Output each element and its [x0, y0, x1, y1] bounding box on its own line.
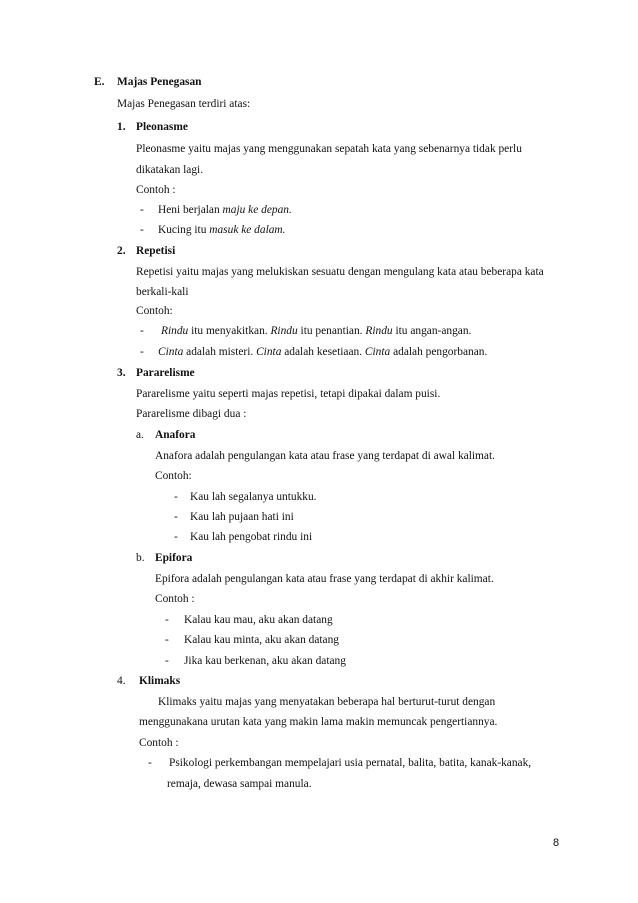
example-line: Kucing itu masuk ke dalam.: [158, 224, 286, 236]
item-title-klimaks: Klimaks: [139, 675, 181, 687]
example-line: Kau lah segalanya untukku.: [190, 491, 317, 503]
contoh-label: Contoh:: [136, 305, 173, 317]
bullet-dash: -: [140, 224, 144, 236]
bullet-dash: -: [140, 325, 144, 337]
bullet-dash: -: [174, 531, 178, 543]
example-line: Kalau kau minta, aku akan datang: [184, 634, 339, 646]
contoh-label: Contoh :: [136, 184, 176, 196]
sub-desc: Epifora adalah pengulangan kata atau frase yang terdapat di akhir kalimat.: [155, 573, 494, 585]
item-desc-line: Pararelisme yaitu seperti majas repetisi, tetapi dipakai dalam puisi.: [136, 388, 441, 400]
bullet-dash: -: [140, 204, 144, 216]
example-line: Cinta adalah misteri. Cinta adalah kesetiaan. Cinta adalah pengorbanan.: [158, 346, 488, 358]
item-desc-line: Klimaks yaitu majas yang menyatakan beberapa hal berturut-turut dengan: [158, 696, 496, 708]
page-number: 8: [553, 837, 560, 849]
example-line: Psikologi perkembangan mempelajari usia pernatal, balita, batita, kanak-kanak,: [169, 757, 532, 769]
section-title: Majas Penegasan: [117, 76, 202, 88]
section-marker: E.: [94, 76, 105, 88]
item-number: 2.: [117, 245, 126, 257]
example-line: Kau lah pengobat rindu ini: [190, 531, 313, 543]
item-desc-line: menggunakana urutan kata yang makin lama makin memuncak pengertiannya.: [139, 716, 498, 728]
item-desc-line: Pleonasme yaitu majas yang menggunakan sepatah kata yang sebenarnya tidak perlu: [136, 143, 522, 155]
example-line: Jika kau berkenan, aku akan datang: [184, 655, 346, 667]
sub-letter: b.: [136, 552, 145, 564]
bullet-dash: -: [174, 511, 178, 523]
example-line: remaja, dewasa sampai manula.: [167, 778, 312, 790]
contoh-label: Contoh:: [155, 470, 192, 482]
sub-title-anafora: Anafora: [155, 429, 196, 441]
bullet-dash: -: [140, 346, 144, 358]
example-line: Kalau kau mau, aku akan datang: [184, 614, 333, 626]
item-desc-line: Repetisi yaitu majas yang melukiskan sesuatu dengan mengulang kata atau beberapa kata: [136, 266, 544, 278]
item-title-pararelisme: Pararelisme: [136, 367, 195, 379]
sub-title-epifora: Epifora: [155, 552, 193, 564]
contoh-label: Contoh :: [155, 593, 195, 605]
item-number: 1.: [117, 121, 126, 133]
bullet-dash: -: [165, 655, 169, 667]
bullet-dash: -: [174, 491, 178, 503]
item-desc-line: berkali-kali: [136, 286, 189, 298]
sub-letter: a.: [136, 429, 144, 441]
example-line: Rindu itu menyakitkan. Rindu itu penantian. Rindu itu angan-angan.: [161, 325, 472, 337]
section-intro: Majas Penegasan terdiri atas:: [117, 98, 251, 110]
item-number: 3.: [117, 367, 126, 379]
example-line: Heni berjalan maju ke depan.: [158, 204, 292, 216]
bullet-dash: -: [148, 757, 152, 769]
bullet-dash: -: [165, 614, 169, 626]
item-desc-line: Pararelisme dibagi dua :: [136, 408, 247, 420]
bullet-dash: -: [165, 634, 169, 646]
sub-desc: Anafora adalah pengulangan kata atau frase yang terdapat di awal kalimat.: [155, 450, 495, 462]
contoh-label: Contoh :: [139, 737, 179, 749]
item-title-repetisi: Repetisi: [136, 245, 176, 257]
item-title-pleonasme: Pleonasme: [136, 121, 188, 133]
item-number: 4.: [117, 675, 126, 687]
example-line: Kau lah pujaan hati ini: [190, 511, 294, 523]
item-desc-line: dikatakan lagi.: [136, 164, 204, 176]
